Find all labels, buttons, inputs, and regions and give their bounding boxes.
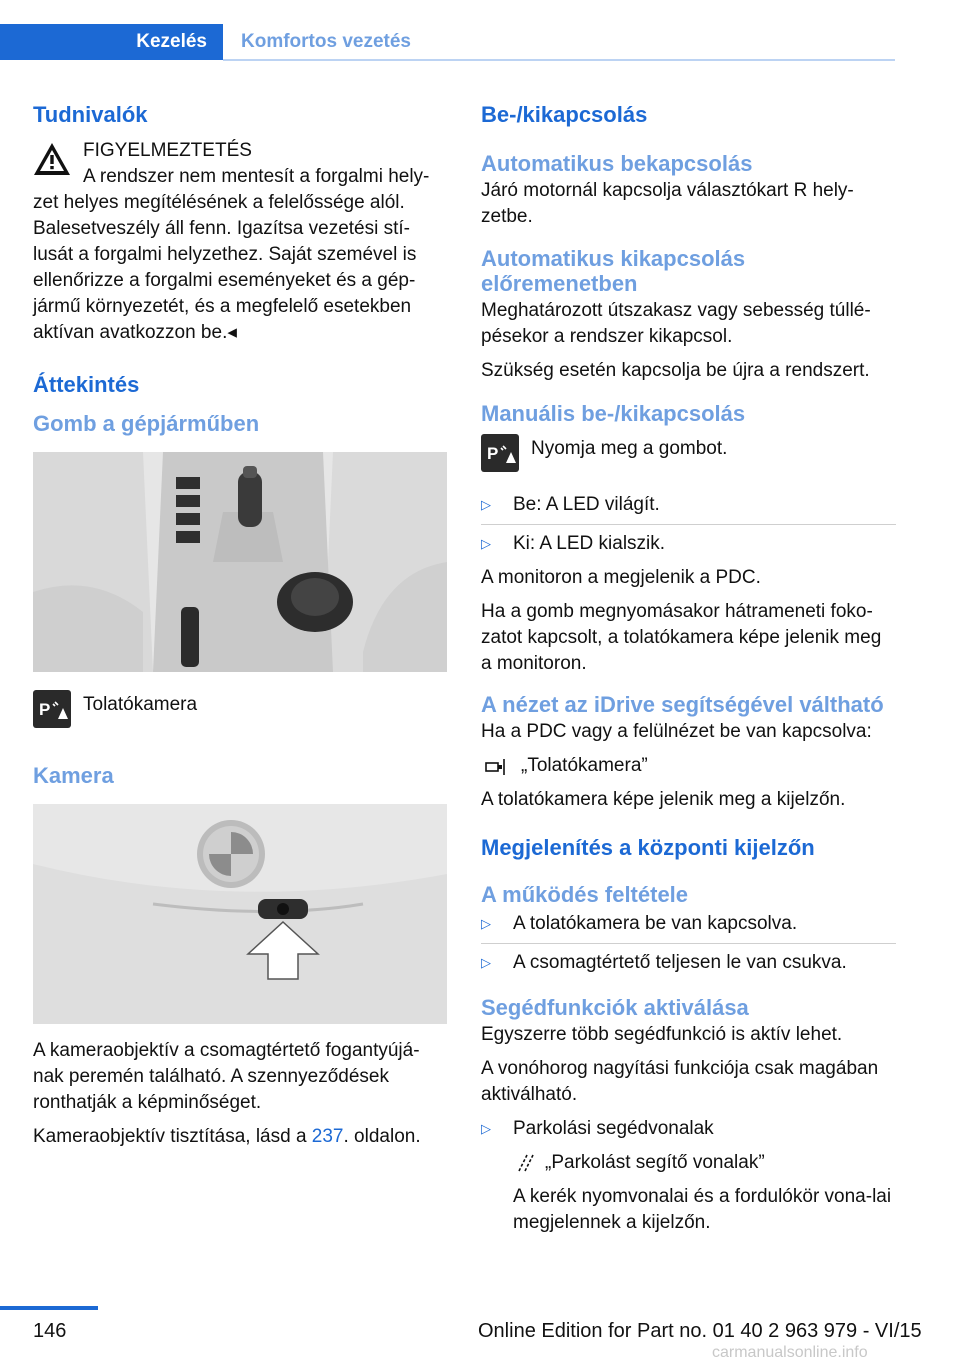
section-tab-komfortos-vezetes: Komfortos vezetés	[241, 31, 411, 52]
edition-text: Online Edition for Part no. 01 40 2 963 979 - VI/15	[478, 1320, 922, 1342]
warning-block	[33, 138, 447, 346]
triangle-bullet-icon: ▷	[481, 497, 491, 512]
reverse-gear-text: Ha a gomb megnyomásakor hátrameneti foko-zatot kapcsolt, a tolatókamera képe jelenik meg a monitoron.	[481, 601, 882, 674]
seged-text-2: A vonóhorog nagyítási funkciója csak magában aktiválható.	[481, 1058, 879, 1105]
heading-gomb-a-gepjarmuben: Gomb a gépjárműben	[33, 411, 260, 436]
menu-row-tolatokamera	[481, 753, 896, 779]
camera-image-text: A tolatókamera képe jelenik meg a kijelzőn.	[481, 789, 846, 810]
heading-manualis: Manuális be-/kikapcsolás	[481, 401, 746, 426]
auto-ki-text-2: Szükség esetén kapcsolja be újra a rendszert.	[481, 360, 870, 381]
heading-segedfunkciok: Segédfunkciók aktiválása	[481, 995, 749, 1020]
list-item: ▷ Ki: A LED kialszik.	[481, 531, 896, 557]
led-status-list	[481, 492, 896, 557]
list-item: ▷ A csomagtértető teljesen le van csukva.	[481, 950, 896, 976]
triangle-bullet-icon: ▷	[481, 536, 491, 551]
right-column	[481, 100, 896, 1236]
heading-tudnivalok: Tudnivalók	[33, 102, 148, 127]
rear-camera-menu-icon	[483, 755, 509, 779]
menu-item-tolatokamera: „Tolatókamera”	[521, 755, 648, 776]
watermark: carmanualsonline.info	[712, 1344, 868, 1361]
list-item: ▷ A tolatókamera be van kapcsolva.	[481, 911, 896, 937]
page-link-237[interactable]: 237	[311, 1126, 344, 1147]
parking-lines-icon	[513, 1151, 537, 1175]
left-column	[33, 100, 447, 1150]
triangle-bullet-icon: ▷	[481, 1121, 491, 1136]
icon-label-tolatokamera: Tolatókamera	[83, 694, 198, 715]
list-divider	[481, 524, 896, 525]
heading-attekintes: Áttekintés	[33, 372, 140, 397]
warning-body: zet helyes megítélésének a felelőssége alól. Balesetveszély áll fenn. Igazítsa vezetési stí-lusát a forgalmi helyzethez. Saját szemével is ellenőrizze a forgalmi eseményeket és a gép-jármű környezetét, és a megfelelő esetekben aktívan avatkozzon be.◂	[33, 192, 417, 343]
icon-row-manual	[481, 436, 896, 476]
photo-center-console	[33, 452, 447, 672]
kamera-description: A kameraobjektív a csomagtértető fogantyújá-nak peremén található. A szennyeződések ronthatják a képminőséget.	[33, 1040, 420, 1113]
cleaning-text-post: . oldalon.	[343, 1126, 421, 1147]
svg-text:P: P	[487, 444, 499, 463]
cleaning-reference	[33, 1124, 447, 1150]
heading-automatikus-bekapcsolas: Automatikus bekapcsolás	[481, 151, 753, 176]
footer-rule	[0, 1306, 98, 1310]
svg-text:P: P	[39, 700, 51, 719]
triangle-bullet-icon: ▷	[481, 916, 491, 931]
photo-rear-camera	[33, 804, 447, 1024]
heading-automatikus-kikapcsolas: Automatikus kikapcsolás előremenetben	[481, 246, 746, 296]
page-header	[0, 24, 895, 62]
page-number: 146	[33, 1320, 67, 1342]
heading-megjelenites: Megjelenítés a központi kijelzőn	[481, 835, 815, 860]
menu-item-parkolas: „Parkolást segítő vonalak”	[545, 1152, 765, 1173]
auto-ki-text: Meghatározott útszakasz vagy sebesség túllé-pésekor a rendszer kikapcsol.	[481, 300, 871, 347]
list-item: ▷ Parkolási segédvonalak „Parkolást segítő vonalak” A kerék nyomvonalai és a fordulókör vona-lai megjelennek a kijelzőn.	[481, 1116, 896, 1236]
heading-kamera: Kamera	[33, 763, 114, 788]
icon-row-tolatokamera	[33, 692, 447, 732]
seged-text-1: Egyszerre több segédfunkció is aktív lehet.	[481, 1024, 843, 1045]
list-divider	[481, 943, 896, 944]
seged-list	[481, 1116, 896, 1236]
auto-be-text: Járó motornál kapcsolja választókart R hely-zetbe.	[481, 180, 854, 227]
pdc-button-icon	[33, 690, 71, 728]
pdc-monitor-text: A monitoron a megjelenik a PDC.	[481, 567, 761, 588]
pdc-or-topview-text: Ha a PDC vagy a felülnézet be van kapcsolva:	[481, 721, 872, 742]
list-item: ▷ Be: A LED világít.	[481, 492, 896, 518]
triangle-bullet-icon: ▷	[481, 955, 491, 970]
condition-list	[481, 911, 896, 976]
heading-be-kikapcsolas: Be-/kikapcsolás	[481, 102, 648, 127]
section-tab-kezeles: Kezelés	[0, 24, 223, 60]
manual-instruction: Nyomja meg a gombot.	[531, 438, 728, 459]
warning-title: FIGYELMEZTETÉS	[83, 140, 252, 161]
warning-triangle-icon	[33, 140, 71, 178]
cleaning-text-pre: Kameraobjektív tisztítása, lásd a	[33, 1126, 312, 1147]
heading-mukodes-feltetele: A működés feltétele	[481, 882, 689, 907]
kerek-text: A kerék nyomvonalai és a fordulókör vona-lai megjelennek a kijelzőn.	[513, 1186, 892, 1233]
header-rule	[223, 59, 895, 61]
menu-row-parkolas	[513, 1150, 896, 1176]
pdc-button-icon	[481, 434, 519, 472]
heading-nezet-idrive: A nézet az iDrive segítségével váltható	[481, 692, 884, 717]
warning-body-first-line: A rendszer nem mentesít a forgalmi hely-	[83, 166, 430, 187]
